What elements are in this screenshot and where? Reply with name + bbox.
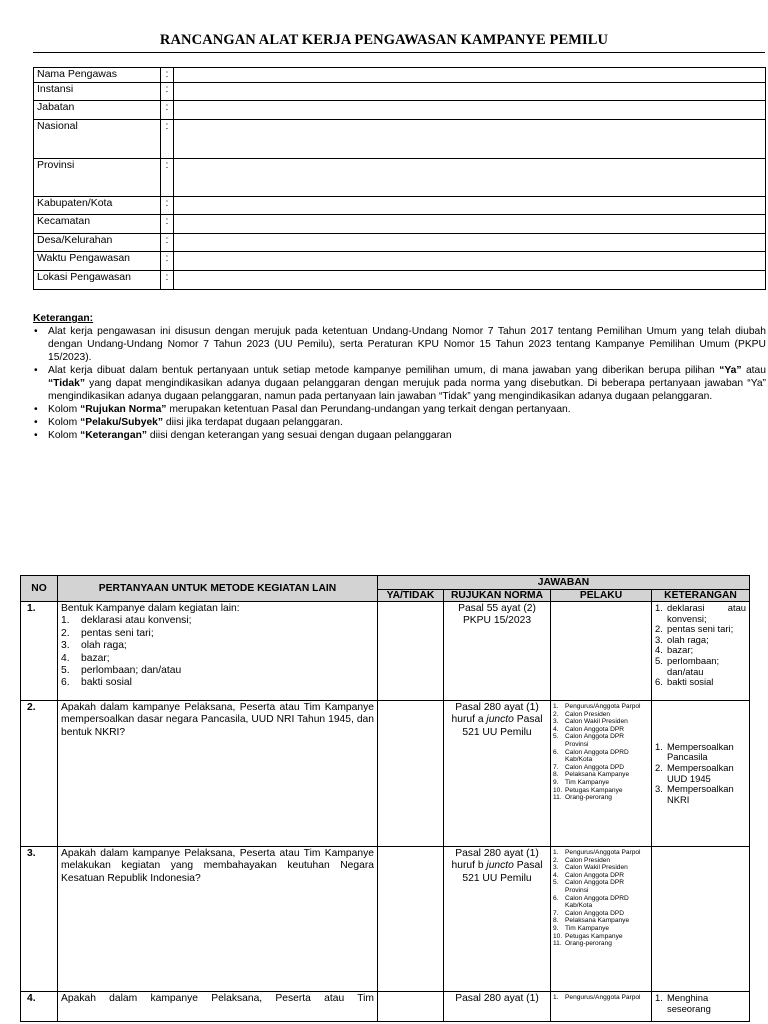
list-item [553,933,649,941]
info-colon: : [161,271,174,290]
list-text: Calon Anggota DPR Provinsi [565,733,625,748]
list-text: Calon Anggota DPR [565,725,625,733]
rujukan-text: Pasal 280 ayat (1) huruf b [451,848,539,872]
list-number: 3. [655,783,663,795]
list-text: Pengurus/Anggota Parpol [565,703,641,710]
list-number: 1. [655,602,663,613]
list-text: Calon Anggota DPR Provinsi [565,879,625,894]
list-item [553,895,649,910]
info-label: Provinsi [34,159,161,197]
list-text: Calon Presiden [565,710,611,718]
list-text: Mempersoalkan UUD 1945 [667,761,734,784]
info-label: Kecamatan [34,215,161,234]
info-colon: : [161,83,174,101]
question-text: Apakah dalam kampanye Pelaksana, Peserta atau Tim Kampanye mempersoalkan dasar negara Pancasila, UUD NRI Tahun 1945, dan bentuk NKRI? [61,702,374,738]
info-colon: : [161,215,174,234]
document-title: RANCANGAN ALAT KERJA PENGAWASAN KAMPANYE PEMILU [159,32,609,48]
note-bold: “Keterangan” [80,430,148,441]
observer-info-table [33,67,766,290]
question-options [61,615,374,689]
note-text: Kolom [48,430,81,441]
info-colon: : [161,68,174,83]
title-underline [33,52,765,53]
note-item [33,364,766,403]
ya-tidak-cell[interactable] [378,701,444,847]
rujukan-text: Pasal 280 ayat (1) huruf a [451,702,539,726]
list-item [553,872,649,880]
list-number: 11. [553,940,562,948]
list-item [553,711,649,719]
rujukan-cell [444,992,551,1022]
list-text: Calon Anggota DPD [565,763,625,771]
list-text: deklarasi atau konvensi; [81,615,192,627]
header-no: NO [21,576,58,602]
list-text: Pengurus/Anggota Parpol [565,849,641,856]
note-text: merupakan ketentuan Pasal dan Perundang-undangan yang terkait dengan pertanyaan. [166,404,571,415]
list-item [655,742,746,763]
question-cell [58,602,378,701]
info-value-field[interactable] [174,234,766,252]
notes-heading: Keterangan: [33,313,94,324]
list-item [61,640,374,652]
note-bold: “Ya” [719,365,742,376]
row-number: 3. [21,847,58,992]
list-item [553,733,649,748]
note-text: Alat kerja dibuat dalam bentuk pertanyaan untuk setiap metode kampanye pemilihan umum, di mana jawaban yang diberikan berupa pilihan [48,365,720,376]
list-text: Calon Anggota DPRD Kab/Kota [565,894,629,910]
questions-table [20,575,750,1022]
list-number: 11. [553,794,562,802]
list-item [553,779,649,787]
list-item [553,787,649,795]
list-item [553,925,649,933]
notes-section [33,312,766,442]
list-number: 1. [553,703,559,710]
row-number: 1. [21,602,58,701]
note-bold: “Rujukan Norma” [80,404,167,415]
list-text: bazar; [667,644,694,656]
question-cell [58,701,378,847]
list-number: 10. [553,786,563,794]
list-number: 9. [553,778,559,786]
note-text: atau [741,365,767,376]
keterangan-cell [652,701,750,847]
question-text: Apakah dalam kampanye Pelaksana, Peserta atau Tim Kampanye melakukan kegiatan yang membahayakan keutuhan Negara Kesatuan Republik Indonesia? [61,848,374,884]
list-item [61,677,374,689]
list-number: 3. [553,864,559,872]
row-number: 2. [21,701,58,847]
list-number: 7. [553,909,559,917]
pelaku-cell [551,992,652,1022]
note-item [33,429,766,442]
list-number: 2. [553,710,559,718]
rujukan-cell [444,701,551,847]
pelaku-list [553,849,649,948]
info-value-field[interactable] [174,197,766,215]
list-text: Tim Kampanye [565,924,610,932]
question-cell [58,847,378,992]
header-ya-tidak: YA/TIDAK [378,590,444,602]
info-value-field[interactable] [174,120,766,159]
list-item [553,864,649,872]
list-item [553,703,649,711]
info-label: Desa/Kelurahan [34,234,161,252]
note-text: Kolom [48,404,81,415]
list-text: Orang-perorang [565,794,612,802]
rujukan-text: Pasal 521 UU Pemilu [462,714,543,738]
list-text: Calon Anggota DPD [565,909,625,917]
info-label: Jabatan [34,101,161,120]
list-item [553,940,649,948]
list-number: 6. [553,894,559,902]
pelaku-cell [551,701,652,847]
list-text: olah raga; [667,633,709,645]
list-text: Petugas Kampanye [565,932,623,940]
list-number: 6. [655,676,663,688]
note-text: Kolom [48,417,81,428]
note-text: Alat kerja pengawasan ini disusun dengan merujuk pada ketentuan Undang-Undang Nomor 7 Tahun 2017 tentang Pemilihan Umum yang telah diubah dengan Undang-Undang Nomor 7 Tahun 2023 (UU Pemilu), serta Peraturan KPU Nomor 15 Tahun 2023 tentang Kampanye Pemilihan Umum (PKPU 15/2023). [48,326,766,363]
rujukan-cell [444,847,551,992]
list-number: 1. [553,994,559,1001]
note-item [33,416,766,429]
info-colon: : [161,159,174,197]
list-number: 4. [553,725,559,733]
list-text: Calon Anggota DPR [565,871,625,879]
list-number: 5. [61,665,70,677]
info-colon: : [161,234,174,252]
header-question: PERTANYAAN UNTUK METODE KEGIATAN LAIN [58,576,378,602]
list-number: 3. [655,633,663,645]
list-text: bakti sosial [81,677,132,689]
list-text: Orang-perorang [565,940,612,948]
rujukan-italic: juncto [486,860,514,872]
list-item [553,718,649,726]
rujukan-text: Pasal 521 UU Pemilu [462,860,543,884]
table-row [21,992,750,1022]
list-item [655,784,746,805]
note-item [33,325,766,364]
table-row [21,847,750,992]
header-keterangan: KETERANGAN [652,590,750,602]
table-row [21,701,750,847]
note-bold: “Tidak” [48,378,86,389]
list-item [61,653,374,665]
list-item [553,917,649,925]
list-item [553,857,649,865]
list-text: pentas seni tari; [81,627,154,639]
pelaku-list [553,994,649,1002]
info-value-field[interactable] [174,215,766,234]
list-number: 5. [553,879,559,887]
list-item [553,771,649,779]
pelaku-cell[interactable] [551,602,652,701]
rujukan-italic: juncto [486,714,514,726]
question-text: Bentuk Kampanye dalam kegiatan lain: [61,603,240,614]
list-item [553,749,649,764]
list-text: perlombaan; dan/atau [81,665,182,677]
list-text: pentas seni tari; [667,623,734,635]
list-number: 2. [61,627,70,639]
header-pelaku: PELAKU [551,590,652,602]
list-text: Calon Wakil Presiden [565,718,628,726]
info-value-field[interactable] [174,68,766,83]
list-number: 6. [61,677,70,689]
list-number: 1. [553,849,559,856]
list-number: 10. [553,932,563,940]
list-number: 8. [553,771,559,779]
list-text: Pengurus/Anggota Parpol [565,994,641,1001]
list-number: 9. [553,924,559,932]
list-item [553,910,649,918]
list-number: 2. [655,761,663,773]
list-item [553,726,649,734]
keterangan-list [655,993,746,1014]
list-number: 5. [553,733,559,741]
keterangan-cell [652,992,750,1022]
question-cell [58,992,378,1022]
list-number: 4. [553,871,559,879]
table-row [21,602,750,701]
info-value-field[interactable] [174,159,766,197]
list-number: 8. [553,917,559,925]
keterangan-cell[interactable] [652,847,750,992]
info-colon: : [161,120,174,159]
note-text: diisi jika terdapat dugaan pelanggaran. [163,417,343,428]
list-item [553,849,649,857]
info-value-field[interactable] [174,101,766,120]
list-text: Calon Wakil Presiden [565,864,628,872]
row-number: 4. [21,992,58,1022]
list-number: 2. [553,856,559,864]
list-item [553,794,649,802]
list-item [655,603,746,624]
rujukan-text: Pasal 55 ayat (2) PKPU 15/2023 [458,603,536,627]
list-number: 2. [655,623,663,635]
info-label: Nasional [34,120,161,159]
info-label: Instansi [34,83,161,101]
note-text: yang dapat mengindikasikan adanya dugaan pelanggaran dengan merujuk pada norma yang disebutkan. Di beberapa pertanyaan jawaban “Ya” mengindikasikan adanya dugaan pelanggaran, namun pada pertanyaan lain jawaban “Tidak” yang mengindikasikan adanya dugaan pelanggaran. [48,378,766,402]
list-item [553,879,649,894]
list-item [61,665,374,677]
list-number: 1. [655,992,663,1003]
list-item [655,677,746,688]
list-item [61,628,374,640]
note-bold: “Pelaku/Subyek” [80,417,164,428]
keterangan-list [655,742,746,806]
info-colon: : [161,252,174,271]
list-text: Menghina seseorang [667,992,711,1014]
info-label: Kabupaten/Kota [34,197,161,215]
list-text: bazar; [81,652,110,664]
list-text: Calon Anggota DPRD Kab/Kota [565,748,629,764]
pelaku-cell [551,847,652,992]
list-item [61,615,374,627]
list-number: 5. [655,654,663,666]
header-jawaban: JAWABAN [378,576,750,590]
info-value-field[interactable] [174,252,766,271]
list-number: 3. [61,640,70,652]
ya-tidak-cell[interactable] [378,992,444,1022]
note-text: diisi dengan keterangan yang sesuai dengan dugaan pelanggaran [147,430,452,441]
list-text: Petugas Kampanye [565,786,623,794]
info-label: Waktu Pengawasan [34,252,161,271]
header-rujukan-norma: RUJUKAN NORMA [444,590,551,602]
info-colon: : [161,197,174,215]
list-number: 7. [553,763,559,771]
list-text: Tim Kampanye [565,778,610,786]
list-item [553,764,649,772]
note-item [33,403,766,416]
list-item [553,994,649,1002]
list-text: Mempersoalkan Pancasila [667,740,734,763]
info-colon: : [161,101,174,120]
ya-tidak-cell[interactable] [378,847,444,992]
list-text: deklarasi atau konvensi; [667,602,746,624]
info-value-field[interactable] [174,271,766,290]
list-text: Mempersoalkan NKRI [667,783,734,805]
keterangan-list [655,603,746,688]
list-text: olah raga; [81,640,127,652]
ya-tidak-cell[interactable] [378,602,444,701]
list-text: perlombaan; dan/atau [667,654,720,677]
list-number: 4. [655,644,663,656]
list-text: Calon Presiden [565,856,611,864]
info-label: Nama Pengawas [34,68,161,83]
question-text: Apakah dalam kampanye Pelaksana, Peserta atau Tim [61,993,374,1004]
keterangan-cell [652,602,750,701]
list-number: 4. [61,652,70,664]
pelaku-list [553,703,649,802]
info-label: Lokasi Pengawasan [34,271,161,290]
list-number: 1. [61,615,70,627]
rujukan-cell [444,602,551,701]
notes-list [33,325,766,442]
list-item [655,993,746,1014]
list-number: 3. [553,718,559,726]
list-text: Pelaksana Kampanye [565,771,630,779]
list-text: Pelaksana Kampanye [565,917,630,925]
list-item [655,656,746,677]
list-item [655,763,746,784]
list-text: bakti sosial [667,676,714,688]
info-value-field[interactable] [174,83,766,101]
list-number: 6. [553,748,559,756]
rujukan-text: Pasal 280 ayat (1) [455,993,539,1004]
list-number: 1. [655,740,663,752]
